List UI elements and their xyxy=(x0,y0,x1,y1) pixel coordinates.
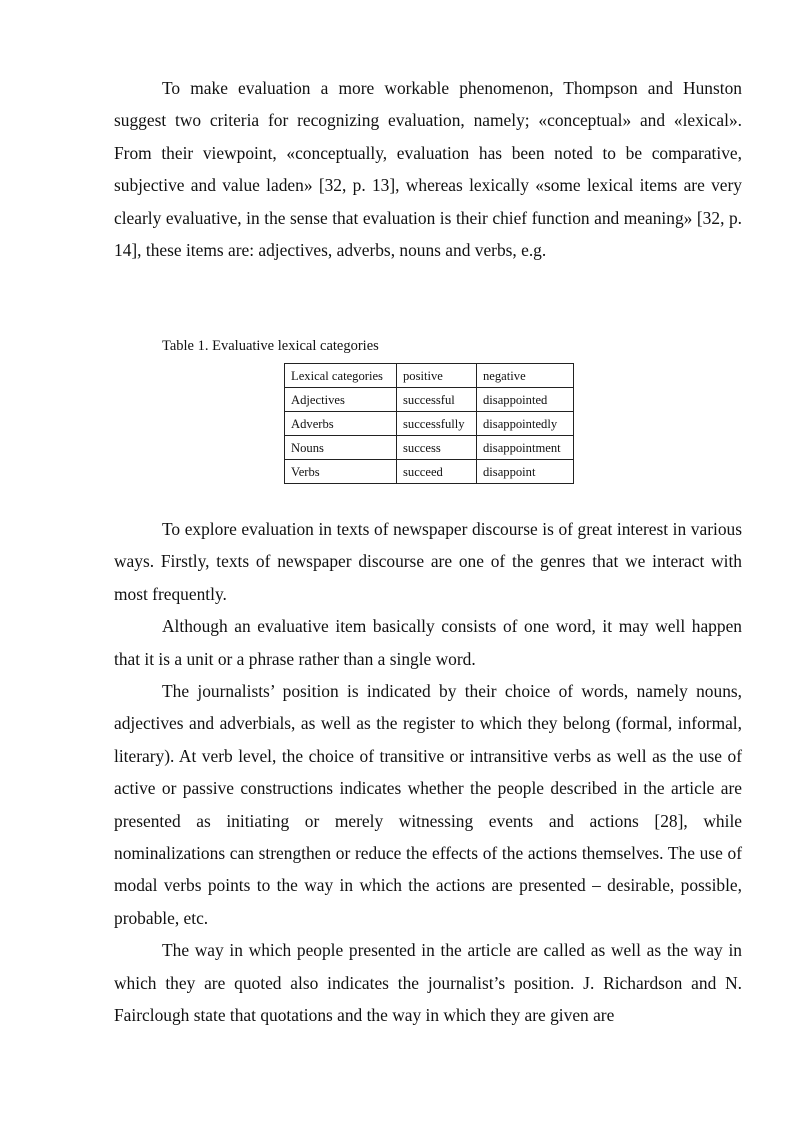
table-cell: disappointed xyxy=(477,388,574,412)
table-cell: Verbs xyxy=(285,460,397,484)
table-cell: success xyxy=(397,436,477,460)
paragraph: To explore evaluation in texts of newspaper discourse is of great interest in various ways. Firstly, texts of newspaper discourse are one of the genres that we interact with most frequently. xyxy=(114,519,742,604)
table-cell: disappoint xyxy=(477,460,574,484)
paragraph: The journalists’ position is indicated by their choice of words, namely nouns, adjectives and adverbials, as well as the register to which they belong (formal, informal, literary). At verb level, the choice of transitive or intransitive verbs as well as the use of active or passive constructions indicates whether the people described in the article are presented as initiating or merely witnessing events and actions [28], while nominalizations can strengthen or reduce the effects of the actions themselves. The use of modal verbs points to the way in which the actions are presented – desirable, possible, probable, etc. xyxy=(114,681,742,928)
table-row xyxy=(285,460,574,484)
body-text-top xyxy=(114,72,742,266)
table-cell: Adjectives xyxy=(285,388,397,412)
table-cell: successfully xyxy=(397,412,477,436)
table-cell: succeed xyxy=(397,460,477,484)
body-text-bottom xyxy=(114,513,742,1032)
table-cell: disappointedly xyxy=(477,412,574,436)
paragraph: The way in which people presented in the article are called as well as the way in which they are quoted also indicates the journalist’s position. J. Richardson and N. Fairclough state that quotations and the way in which they are given are xyxy=(114,940,742,1026)
paragraph: To make evaluation a more workable phenomenon, Thompson and Hunston suggest two criteria for recognizing evaluation, namely; «conceptual» and «lexical». From their viewpoint, «conceptually, evaluation has been noted to be comparative, subjective and value laden» [32, p. 13], whereas lexically «some lexical items are very clearly evaluative, in the sense that evaluation is their chief function and meaning» [32, p. 14], these items are: adjectives, adverbs, nouns and verbs, e.g. xyxy=(114,78,742,261)
table-cell: successful xyxy=(397,388,477,412)
table-header-row xyxy=(285,364,574,388)
table-cell: Adverbs xyxy=(285,412,397,436)
table-cell: disappointment xyxy=(477,436,574,460)
table-row xyxy=(285,388,574,412)
table-cell: Nouns xyxy=(285,436,397,460)
table-header-cell: negative xyxy=(477,364,574,388)
table-row xyxy=(285,412,574,436)
lexical-categories-table xyxy=(284,363,574,484)
table-header-cell: Lexical categories xyxy=(285,364,397,388)
table-header-cell: positive xyxy=(397,364,477,388)
table-caption: Table 1. Evaluative lexical categories xyxy=(162,338,379,354)
table-row xyxy=(285,436,574,460)
paragraph: Although an evaluative item basically consists of one word, it may well happen that it is a unit or a phrase rather than a single word. xyxy=(114,616,742,669)
